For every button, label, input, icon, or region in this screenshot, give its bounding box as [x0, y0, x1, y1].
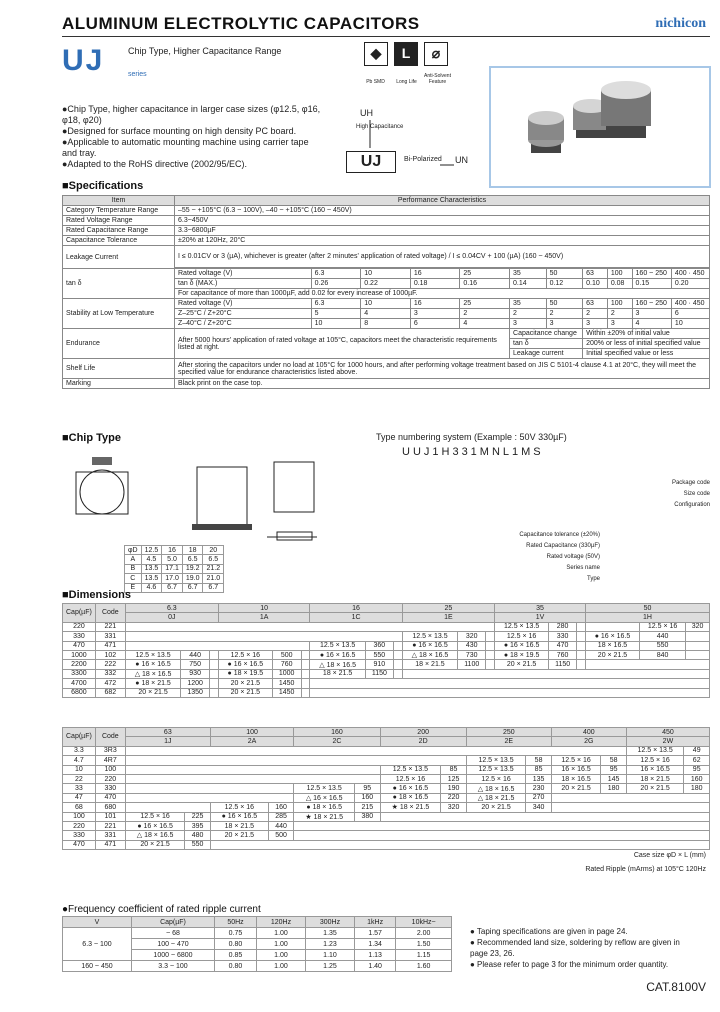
chip-type-title: ■Chip Type	[62, 432, 121, 444]
feature-item: ●Applicable to automatic mounting machine using carrier tape and tray.	[62, 137, 309, 158]
page-title: ALUMINUM ELECTROLYTIC CAPACITORS	[62, 14, 420, 33]
table-row: 160 ~ 450 3.3 ~ 100 0.80 1.00 1.25 1.40 1.60	[63, 961, 452, 972]
product-photo	[489, 66, 711, 188]
spec-sublabel: Rated voltage (V)	[175, 269, 312, 279]
code-head: 1J	[125, 737, 210, 746]
shelf-text: After storing the capacitors under no load at 105°C for 1000 hours, and after performing voltage treatment based on JIS C 5101-4 clause 4.1 at 20°C, they will meet the specified value for endurance characteristics listed above.	[175, 359, 710, 379]
volt-head: 16	[310, 604, 402, 613]
table-row: 220 221 ● 16 × 16.5 395 18 × 21.5 440	[63, 821, 710, 830]
note-item: ● Recommended land size, soldering by reflow are given in page 23, 26.	[470, 938, 680, 958]
table-row: 33 330 12.5 × 13.5 95 ● 16 × 16.5 190 △ 18 × 16.5 230 20 × 21.5 180 20 × 21.5 180	[63, 784, 710, 793]
brand-logo: nichicon	[655, 16, 706, 31]
table-row: 47 470 △ 16 × 16.5 160 ● 18 × 16.5 220 △ 18 × 21.5 270	[63, 793, 710, 802]
tan-cell: 0.08	[607, 279, 632, 289]
spec-label: Stability at Low Temperature	[63, 299, 175, 329]
spec-label: Marking	[63, 379, 175, 389]
spec-table: Item Performance Characteristics Category Temperature Range –55 ~ +105°C (6.3 ~ 100V), –40 ~ +105°C (160 ~ 450V) Rated Voltage Range 6.3~450V Rated Capacitance Range 3.3~6800µF Capacitance Tolerance ±20% at 120Hz, 20°C Leakage Current I ≤ 0.01CV or 3 (µA), whichever is greater (after 2 minutes' application of rated voltage) / I ≤ 0.04CV + 100 (µA) (160 ~ 450V) tan δ Rated voltage (V) 6.3 10 16 25 35 50 63 100 160 ~ 250 400 · 450 tan δ (MAX.) 0.26 0.22 0.18 0.16 0.14 0.12 0.10 0.08 0.15 0.20 For capacitance of more than 1000µF, add 0.02 for every increase of 1000µF. Stability at Low Temperature Rated voltage (V) 6.3 10 16 25 35 50 63 100 160 ~ 250 400 · 450 Z–25°C / Z+20°C 5 4 3 2 2 2 2 2 3 6 Z–40°C / Z+20°C 10 8 6 4 3 3 3 3 4 10 Endurance After 5000 hours' application of rated voltage at 105°C, capacitors meet the characteristic requirements listed at right. Capacitance change Within ±20% of initial value tan δ 200% or less of initial specified value Leakage current Initial specified value or less Shelf Life After storing the capacitors under no load at 105°C for 1000 hours, and after performing voltage treatment based on JIS C 5101-4 clause 4.1 at 20°C, they will meet the specified value for endurance characteristics listed above. Marking Black print on the case top.	[62, 195, 710, 389]
volt-cell: 160 ~ 250	[632, 269, 671, 279]
tan-cell: 0.18	[410, 279, 460, 289]
frequency-title: ●Frequency coefficient of rated ripple current	[62, 904, 261, 915]
series-subtitle: Chip Type, Higher Capacitance Range	[128, 46, 282, 56]
title-divider	[62, 36, 710, 37]
table-row: 470 471 20 × 21.5 550	[63, 840, 710, 849]
family-bipolar-label: Bi-Polarized	[404, 156, 442, 163]
tan-cell: 0.22	[361, 279, 411, 289]
spec-value: ±20% at 120Hz, 20°C	[175, 236, 710, 246]
code-head: 2G	[551, 737, 626, 746]
end-value: Initial specified value or less	[583, 349, 710, 359]
spec-sublabel: tan δ (MAX.)	[175, 279, 312, 289]
spec-label: Leakage Current	[63, 246, 175, 269]
type-label: Type	[586, 576, 600, 582]
spec-label: Shelf Life	[63, 359, 175, 379]
table-row: 1000 102 12.5 × 13.5 440 12.5 × 16 500 ● 16 × 16.5 550 △ 18 × 16.5 730 ● 18 × 19.5 760 20 × 21.5 840	[63, 650, 710, 659]
volt-head: 450	[626, 728, 709, 737]
dimensions-table-1: Cap(µF) Code 6.3 10 16 25 35 50 0J 1A 1C 1E 1V 1H 220 221 12.5 × 13.5 280 12.5 × 16 320 330 331 12.5 × 13.5 320 12.5 × 16 330 ● 16 × 16.5 440 470 471 12.5 × 13.5 360 ● 16 × 16.5 430 ● 16 × 16.5 470 18 × 16.5 550 1000 102 12.5 × 13.5 440 12.5 × 16 500 ● 16 × 16.5 550 △ 18 × 16.5 730 ● 18 × 19.5 760 20 × 21.5 840 2200 222 ● 16 × 16.5 750 ● 16 × 16.5 760 △ 18 × 16.5 910 18 × 21.5 1100 20 × 21.5 1150 3300 332 △ 18 × 16.5 930 ● 18 × 19.5 1000 18 × 21.5 1150 4700 472 ● 18 × 21.5 1200 20 × 21.5 1450 6800 682 20 × 21.5 1350 20 × 21.5 1450	[62, 603, 710, 698]
tan-cell: 0.10	[583, 279, 608, 289]
feature-icons	[364, 42, 454, 66]
volt-head: 35	[495, 604, 586, 613]
tan-cell: 0.14	[510, 279, 547, 289]
spec-label: Endurance	[63, 329, 175, 359]
spec-sublabel: Rated voltage (V)	[175, 299, 312, 309]
spec-head-perf: Performance Characteristics	[175, 196, 710, 206]
family-uh: UH	[360, 108, 373, 118]
spec-label: Capacitance Tolerance	[63, 236, 175, 246]
code-head: 1C	[310, 613, 402, 622]
spec-label: Rated Voltage Range	[63, 216, 175, 226]
volt-head: 63	[125, 728, 210, 737]
type-labels	[560, 478, 710, 511]
long-life-label: Long Life	[396, 79, 417, 85]
volt-cell: 10	[361, 269, 411, 279]
end-value: Within ±20% of initial value	[583, 329, 710, 339]
feature-item: ●Chip Type, higher capacitance in larger case sizes (φ12.5, φ16, φ18, φ20)	[62, 104, 321, 125]
case-size-label: Case size φD × L (mm)	[633, 852, 706, 859]
code-head: 1V	[495, 613, 586, 622]
code-head: 2A	[210, 737, 293, 746]
anti-solvent-label: Anti-Solvent Feature	[424, 73, 451, 85]
table-row: 6.3 ~ 100 ~ 68 0.75 1.00 1.35 1.57 2.00	[63, 928, 452, 939]
spec-head-item: Item	[63, 196, 175, 206]
volt-head: 250	[466, 728, 551, 737]
feature-icon-labels	[360, 73, 453, 85]
tan-cell: 0.16	[460, 279, 510, 289]
series-label: series	[128, 71, 147, 78]
table-row: 100 ~ 470 0.80 1.00 1.23 1.34 1.50	[63, 939, 452, 950]
volt-cell: 25	[460, 269, 510, 279]
table-row: 10 100 12.5 × 13.5 85 12.5 × 13.5 85 16 × 16.5 95 16 × 16.5 95	[63, 765, 710, 774]
table-row: 330 331 △ 18 × 16.5 480 20 × 21.5 500	[63, 831, 710, 840]
code-head: 2D	[380, 737, 466, 746]
volt-head: 6.3	[125, 604, 218, 613]
end-value: 200% or less of initial specified value	[583, 339, 710, 349]
volt-cell: 50	[546, 269, 583, 279]
anti-solvent-icon: ⌀	[424, 42, 448, 66]
volt-cell: 100	[607, 269, 632, 279]
long-life-icon: L	[394, 42, 418, 66]
spec-label: Rated Capacitance Range	[63, 226, 175, 236]
table-row: 3.3 3R3 12.5 × 13.5 49	[63, 746, 710, 755]
spec-value: 3.3~6800µF	[175, 226, 710, 236]
code-head: 1H	[585, 613, 709, 622]
volt-head: 10	[218, 604, 310, 613]
type-label: Capacitance tolerance (±20%)	[519, 532, 600, 538]
volt-head: 50	[585, 604, 709, 613]
code-head: 1E	[402, 613, 494, 622]
type-label: Configuration	[674, 502, 710, 508]
table-row: 68 680 12.5 × 16 160 ● 18 × 16.5 215 ★ 18 × 21.5 320 20 × 21.5 340	[63, 803, 710, 812]
family-un: UN	[455, 155, 468, 165]
chip-dimension-table: φD 12.5 16 18 20 A 4.5 5.0 6.5 6.5 B 13.5 17.1 19.2 21.2 C 13.5 17.0 19.0 21.0 E 4.6 6.7 6.7 6.7	[124, 545, 224, 593]
feature-list	[62, 104, 322, 170]
tan-cell: 0.12	[546, 279, 583, 289]
code-head: 2W	[626, 737, 709, 746]
dimensions-title: ■Dimensions	[62, 589, 131, 601]
volt-head: 160	[294, 728, 380, 737]
end-item: Leakage current	[510, 349, 583, 359]
notes-list	[470, 926, 690, 970]
pb-free-icon: ◆	[364, 42, 388, 66]
spec-title: ■Specifications	[62, 180, 144, 192]
spec-value: –55 ~ +105°C (6.3 ~ 100V), –40 ~ +105°C (160 ~ 450V)	[175, 206, 710, 216]
type-labels-lower	[470, 530, 600, 585]
volt-cell: 63	[583, 269, 608, 279]
type-label: Rated Capacitance (330µF)	[526, 543, 600, 549]
ripple-note: Rated Ripple (mArms) at 105°C 120Hz	[585, 866, 706, 873]
dimensions-table-2: Cap(µF) Code 63 100 160 200 250 400 450 1J 2A 2C 2D 2E 2G 2W 3.3 3R3 12.5 × 13.5 49 4.7 4R7 12.5 × 13.5 58 12.5 × 16 58 12.5 × 16 62 10 100 12.5 × 13.5 85 12.5 × 13.5 85 16 × 16.5 95 16 × 16.5 95 22 220 12.5 × 16 125 12.5 × 16 135 18 × 16.5 145 18 × 21.5 160 33 330 12.5 × 13.5 95 ● 16 × 16.5 190 △ 18 × 16.5 230 20 × 21.5 180 20 × 21.5 180 47 470 △ 16 × 16.5 160 ● 18 × 16.5 220 △ 18 × 21.5 270 68 680 12.5 × 16 160 ● 18 × 16.5 215 ★ 18 × 21.5 320 20 × 21.5 340 100 101 12.5 × 16 225 ● 16 × 16.5 285 ★ 18 × 21.5 380 220 221 ● 16 × 16.5 395 18 × 21.5 440 330 331 △ 18 × 16.5 480 20 × 21.5 500 470 471 20 × 21.5 550	[62, 727, 710, 850]
table-row: 22 220 12.5 × 16 125 12.5 × 16 135 18 × 16.5 145 18 × 21.5 160	[63, 774, 710, 783]
tan-cell: 0.26	[311, 279, 361, 289]
type-label: Rated voltage (50V)	[546, 554, 600, 560]
feature-item: ●Designed for surface mounting on high density PC board.	[62, 126, 297, 136]
tan-note: For capacitance of more than 1000µF, add 0.02 for every increase of 1000µF.	[175, 289, 710, 299]
volt-cell: 6.3	[311, 269, 361, 279]
series-name: UJ	[62, 44, 105, 77]
table-row: 3300 332 △ 18 × 16.5 930 ● 18 × 19.5 1000 18 × 21.5 1150	[63, 669, 710, 678]
volt-head: 200	[380, 728, 466, 737]
frequency-table: V Cap(µF) 50Hz 120Hz 300Hz 1kHz 10kHz~ 6.3 ~ 100 ~ 68 0.75 1.00 1.35 1.57 2.00 100 ~ 470 0.80 1.00 1.23 1.34 1.50 1000 ~ 6800 0.85 1.00 1.10 1.13 1.15 160 ~ 450 3.3 ~ 100 0.80 1.00 1.25 1.40 1.60	[62, 916, 452, 972]
endurance-text: After 5000 hours' application of rated voltage at 105°C, capacitors meet the characteristic requirements listed at right.	[175, 329, 510, 359]
capacitor-photo-illustration	[491, 68, 709, 186]
tan-cell: 0.20	[671, 279, 709, 289]
volt-head: 25	[402, 604, 494, 613]
table-row: 1000 ~ 6800 0.85 1.00 1.10 1.13 1.15	[63, 950, 452, 961]
table-row: 470 471 12.5 × 13.5 360 ● 16 × 16.5 430 ● 16 × 16.5 470 18 × 16.5 550	[63, 641, 710, 650]
feature-item: ●Adapted to the RoHS directive (2002/95/EC).	[62, 159, 248, 169]
table-row: 4.7 4R7 12.5 × 13.5 58 12.5 × 16 58 12.5 × 16 62	[63, 756, 710, 765]
spec-label: tan δ	[63, 269, 175, 299]
volt-cell: 400 · 450	[671, 269, 709, 279]
spec-label: Category Temperature Range	[63, 206, 175, 216]
table-row: 2200 222 ● 16 × 16.5 750 ● 16 × 16.5 760 △ 18 × 16.5 910 18 × 21.5 1100 20 × 21.5 1150	[63, 660, 710, 669]
volt-head: 100	[210, 728, 293, 737]
volt-cell: 35	[510, 269, 547, 279]
code-head: 1A	[218, 613, 310, 622]
table-row: 330 331 12.5 × 13.5 320 12.5 × 16 330 ● 16 × 16.5 440	[63, 632, 710, 641]
catalog-number: CAT.8100V	[646, 980, 706, 994]
type-label: Series name	[566, 565, 600, 571]
family-arrows	[360, 118, 460, 168]
code-head: 2E	[466, 737, 551, 746]
pb-free-label: Pb SMD	[366, 79, 385, 85]
spec-value: 6.3~450V	[175, 216, 710, 226]
spec-value: I ≤ 0.01CV or 3 (µA), whichever is greater (after 2 minutes' application of rated voltage) / I ≤ 0.04CV + 100 (µA) (160 ~ 450V)	[175, 246, 710, 268]
table-row: 6800 682 20 × 21.5 1350 20 × 21.5 1450	[63, 688, 710, 697]
table-row: 220 221 12.5 × 13.5 280 12.5 × 16 320	[63, 622, 710, 631]
tan-cell: 0.15	[632, 279, 671, 289]
spec-sublabel: Z–40°C / Z+20°C	[175, 319, 312, 329]
note-item: ● Please refer to page 3 for the minimum order quantity.	[470, 960, 669, 969]
end-item: Capacitance change	[510, 329, 583, 339]
code-head: 0J	[125, 613, 218, 622]
type-code: UUJ1H331MNL1MS	[402, 446, 544, 458]
family-uj: UJ	[346, 151, 396, 173]
type-label: Size code	[683, 491, 710, 497]
end-item: tan δ	[510, 339, 583, 349]
volt-head: 400	[551, 728, 626, 737]
type-label: Package code	[671, 480, 710, 486]
marking-text: Black print on the case top.	[175, 379, 710, 389]
type-numbering-title: Type numbering system (Example : 50V 330µF)	[376, 432, 567, 442]
spec-sublabel: Z–25°C / Z+20°C	[175, 309, 312, 319]
code-head: 2C	[294, 737, 380, 746]
volt-cell: 16	[410, 269, 460, 279]
family-high-label: High Capacitance	[356, 124, 404, 130]
note-item: ● Taping specifications are given in page 24.	[470, 927, 628, 936]
table-row: 4700 472 ● 18 × 21.5 1200 20 × 21.5 1450	[63, 679, 710, 688]
table-row: 100 101 12.5 × 16 225 ● 16 × 16.5 285 ★ 18 × 21.5 380	[63, 812, 710, 821]
